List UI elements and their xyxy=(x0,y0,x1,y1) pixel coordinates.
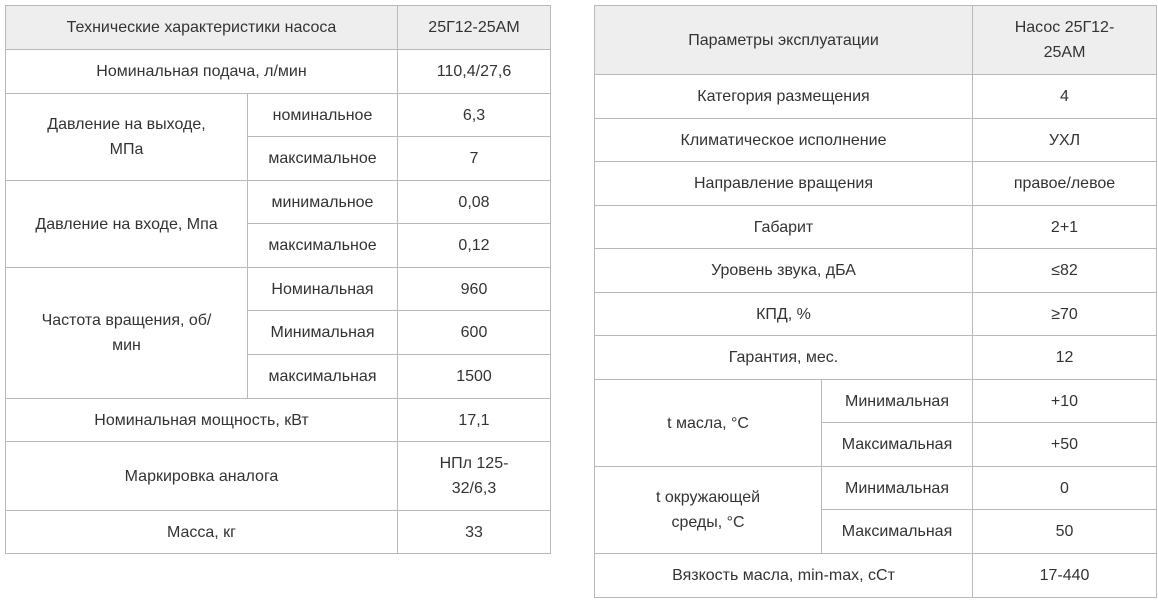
row-label: t окружающей среды, °C xyxy=(595,467,822,554)
row-sub: минимальное xyxy=(248,181,398,224)
table-row xyxy=(6,50,551,94)
row-label: Уровень звука, дБА xyxy=(595,249,973,293)
table-row xyxy=(595,467,1157,510)
row-value: 17,1 xyxy=(398,399,551,442)
table-row xyxy=(6,181,551,224)
row-value: 2+1 xyxy=(973,206,1157,249)
table-row xyxy=(595,249,1157,293)
row-value: 0,08 xyxy=(398,181,551,224)
table-row xyxy=(6,442,551,511)
row-value: УХЛ xyxy=(973,119,1157,162)
row-sub: Минимальная xyxy=(248,311,398,355)
row-value: 6,3 xyxy=(398,94,551,137)
row-value: 4 xyxy=(973,75,1157,119)
table-row xyxy=(595,119,1157,162)
row-label: КПД, % xyxy=(595,293,973,336)
row-value: правое/левое xyxy=(973,162,1157,206)
table-row xyxy=(6,94,551,137)
row-label: Категория размещения xyxy=(595,75,973,119)
table-header-row xyxy=(6,6,551,50)
row-sub: максимальное xyxy=(248,137,398,181)
table-row xyxy=(595,554,1157,598)
row-value: 0,12 xyxy=(398,224,551,268)
row-sub: Номинальная xyxy=(248,268,398,311)
table-row xyxy=(595,293,1157,336)
row-sub: Минимальная xyxy=(822,380,973,423)
row-value: НПл 125-32/6,3 xyxy=(398,442,551,511)
table-row xyxy=(6,399,551,442)
table-row xyxy=(595,206,1157,249)
row-label: Давление на выходе, МПа xyxy=(6,94,248,181)
row-label: Климатическое исполнение xyxy=(595,119,973,162)
pump-specs-table xyxy=(5,5,551,554)
row-value: 600 xyxy=(398,311,551,355)
row-sub: Максимальная xyxy=(822,423,973,467)
row-value: 12 xyxy=(973,336,1157,380)
row-label: Частота вращения, об/мин xyxy=(6,268,248,399)
table-row xyxy=(6,511,551,554)
row-value: +10 xyxy=(973,380,1157,423)
row-value: 50 xyxy=(973,510,1157,554)
row-label: Направление вращения xyxy=(595,162,973,206)
table-row xyxy=(595,162,1157,206)
row-value: 110,4/27,6 xyxy=(398,50,551,94)
row-sub: Максимальная xyxy=(822,510,973,554)
row-value: 17-440 xyxy=(973,554,1157,598)
row-sub: максимальная xyxy=(248,355,398,399)
row-value: 960 xyxy=(398,268,551,311)
row-label: Гарантия, мес. xyxy=(595,336,973,380)
table-row xyxy=(595,75,1157,119)
row-label: t масла, °C xyxy=(595,380,822,467)
row-value: 1500 xyxy=(398,355,551,399)
table-row xyxy=(6,268,551,311)
row-value: ≤82 xyxy=(973,249,1157,293)
header-model: Насос 25Г12-25АМ xyxy=(973,6,1157,75)
row-value: 7 xyxy=(398,137,551,181)
row-value: 0 xyxy=(973,467,1157,510)
operation-params-table xyxy=(594,5,1157,598)
row-value: +50 xyxy=(973,423,1157,467)
row-sub: Минимальная xyxy=(822,467,973,510)
row-sub: номинальное xyxy=(248,94,398,137)
row-sub: максимальное xyxy=(248,224,398,268)
row-label: Номинальная подача, л/мин xyxy=(6,50,398,94)
row-value: 33 xyxy=(398,511,551,554)
row-value: ≥70 xyxy=(973,293,1157,336)
table-header-row xyxy=(595,6,1157,75)
header-param: Параметры эксплуатации xyxy=(595,6,973,75)
row-label: Давление на входе, Мпа xyxy=(6,181,248,268)
row-label: Маркировка аналога xyxy=(6,442,398,511)
row-label: Вязкость масла, min-max, сСт xyxy=(595,554,973,598)
row-label: Габарит xyxy=(595,206,973,249)
row-label: Масса, кг xyxy=(6,511,398,554)
table-row xyxy=(595,380,1157,423)
header-param: Технические характеристики насоса xyxy=(6,6,398,50)
table-row xyxy=(595,336,1157,380)
row-label: Номинальная мощность, кВт xyxy=(6,399,398,442)
header-model: 25Г12-25АМ xyxy=(398,6,551,50)
